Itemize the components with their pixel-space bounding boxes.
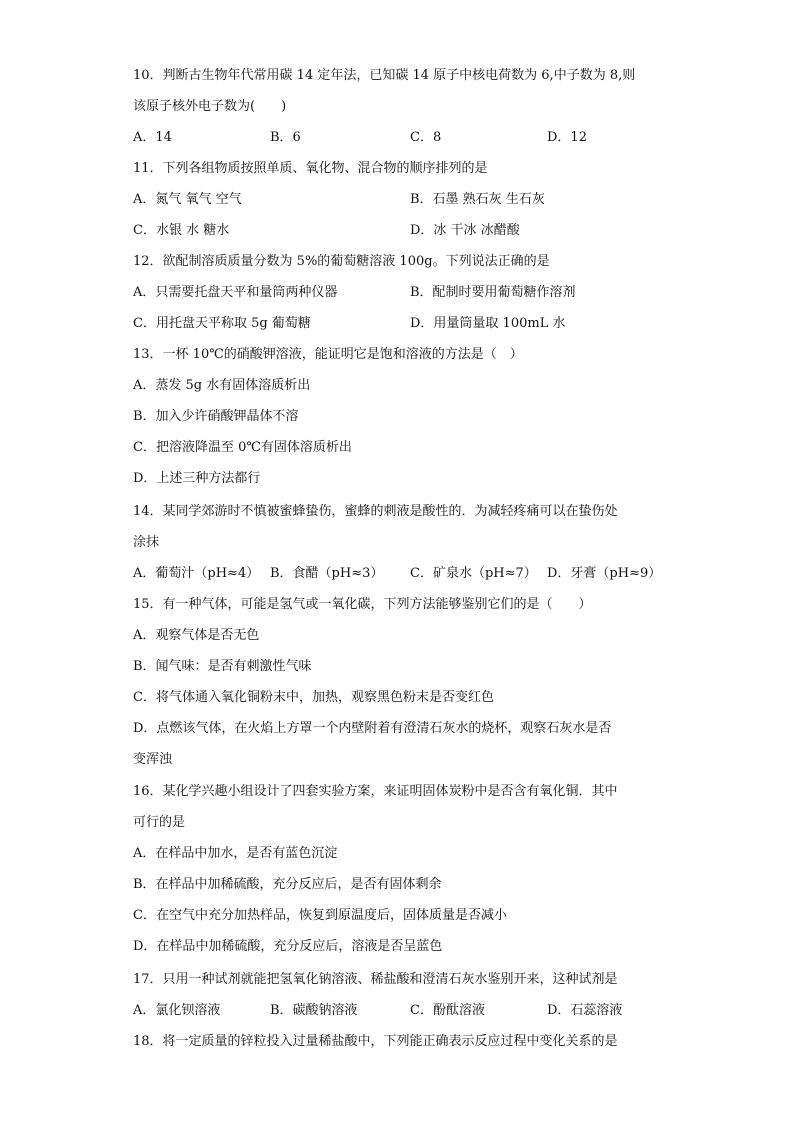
option-d[interactable]: D．12 — [547, 130, 587, 145]
option-d[interactable]: D．用量筒量取 100mL 水 — [410, 316, 566, 331]
option-a[interactable]: A．葡萄汁（pH≈4） — [133, 566, 260, 581]
option-c[interactable]: C．把溶液降温至 0℃有固体溶质析出 — [133, 440, 352, 455]
option-c[interactable]: C．在空气中充分加热样品，恢复到原温度后，固体质量是否减小 — [133, 908, 507, 923]
option-b[interactable]: B．食醋（pH≈3） — [270, 566, 384, 581]
option-d[interactable]: D．牙膏（pH≈9） — [547, 566, 662, 581]
question-stem: 11．下列各组物质按照单质、氧化物、混合物的顺序排列的是 — [133, 161, 488, 176]
option-b[interactable]: B．石墨 熟石灰 生石灰 — [410, 192, 545, 207]
option-c[interactable]: C．酚酞溶液 — [410, 1003, 485, 1018]
question-stem: 可行的是 — [133, 815, 186, 830]
option-d[interactable]: D．点燃该气体，在火焰上方罩一个内壁附着有澄清石灰水的烧杯，观察石灰水是否 — [133, 721, 612, 736]
question-stem: 14．某同学郊游时不慎被蜜蜂蛰伤，蜜蜂的刺液是酸性的．为减轻疼痛可以在蛰伤处 — [133, 504, 618, 519]
option-c[interactable]: C．矿泉水（pH≈7） — [410, 566, 537, 581]
question-stem: 涂抹 — [133, 535, 160, 550]
question-stem: 12．欲配制溶质质量分数为 5%的葡萄糖溶液 100g。下列说法正确的是 — [133, 254, 550, 269]
question-stem: 17．只用一种试剂就能把氢氧化钠溶液、稀盐酸和澄清石灰水鉴别开来，这种试剂是 — [133, 972, 618, 987]
option-a[interactable]: A．观察气体是否无色 — [133, 628, 260, 643]
option-a[interactable]: A．只需要托盘天平和量筒两种仪器 — [133, 285, 338, 300]
question-stem: 16．某化学兴趣小组设计了四套实验方案，来证明固体炭粉中是否含有氧化铜．其中 — [133, 784, 618, 799]
option-a[interactable]: A．氮气 氧气 空气 — [133, 192, 242, 207]
option-c[interactable]: C．将气体通入氧化铜粉末中，加热，观察黑色粉末是否变红色 — [133, 690, 494, 705]
option-a[interactable]: A．14 — [133, 130, 172, 145]
question-stem: 15．有一种气体，可能是氢气或一氧化碳，下列方法能够鉴别它们的是（ ） — [133, 597, 592, 612]
option-d[interactable]: D．上述三种方法都行 — [133, 471, 261, 486]
option-c[interactable]: C．用托盘天平称取 5g 葡萄糖 — [133, 316, 311, 331]
option-a[interactable]: A．氯化钡溶液 — [133, 1003, 221, 1018]
option-d[interactable]: D．冰 干冰 冰醋酸 — [410, 223, 520, 238]
question-stem: 13．一杯 10℃的硝酸钾溶液，能证明它是饱和溶液的方法是（ ） — [133, 347, 523, 362]
option-b[interactable]: B．6 — [270, 130, 301, 145]
option-b[interactable]: B．碳酸钠溶液 — [270, 1003, 358, 1018]
option-d-continued: 变浑浊 — [133, 752, 173, 767]
option-a[interactable]: A．在样品中加水，是否有蓝色沉淀 — [133, 846, 338, 861]
option-b[interactable]: B．在样品中加稀硫酸，充分反应后，是否有固体剩余 — [133, 877, 442, 892]
question-stem: 10．判断古生物年代常用碳 14 定年法，已知碳 14 原子中核电荷数为 6,中子数为 8,则 — [133, 68, 636, 83]
question-stem: 该原子核外电子数为( ) — [133, 99, 287, 114]
option-b[interactable]: B．闻气味：是否有刺激性气味 — [133, 659, 312, 674]
option-d[interactable]: D．石蕊溶液 — [547, 1003, 623, 1018]
option-b[interactable]: B．加入少许硝酸钾晶体不溶 — [133, 409, 299, 424]
question-stem: 18．将一定质量的锌粒投入过量稀盐酸中，下列能正确表示反应过程中变化关系的是 — [133, 1034, 618, 1049]
option-b[interactable]: B．配制时要用葡萄糖作溶剂 — [410, 285, 576, 300]
option-c[interactable]: C．8 — [410, 130, 442, 145]
option-c[interactable]: C．水银 水 糖水 — [133, 223, 230, 238]
option-a[interactable]: A．蒸发 5g 水有固体溶质析出 — [133, 378, 311, 393]
option-d[interactable]: D．在样品中加稀硫酸，充分反应后，溶液是否呈蓝色 — [133, 939, 443, 954]
